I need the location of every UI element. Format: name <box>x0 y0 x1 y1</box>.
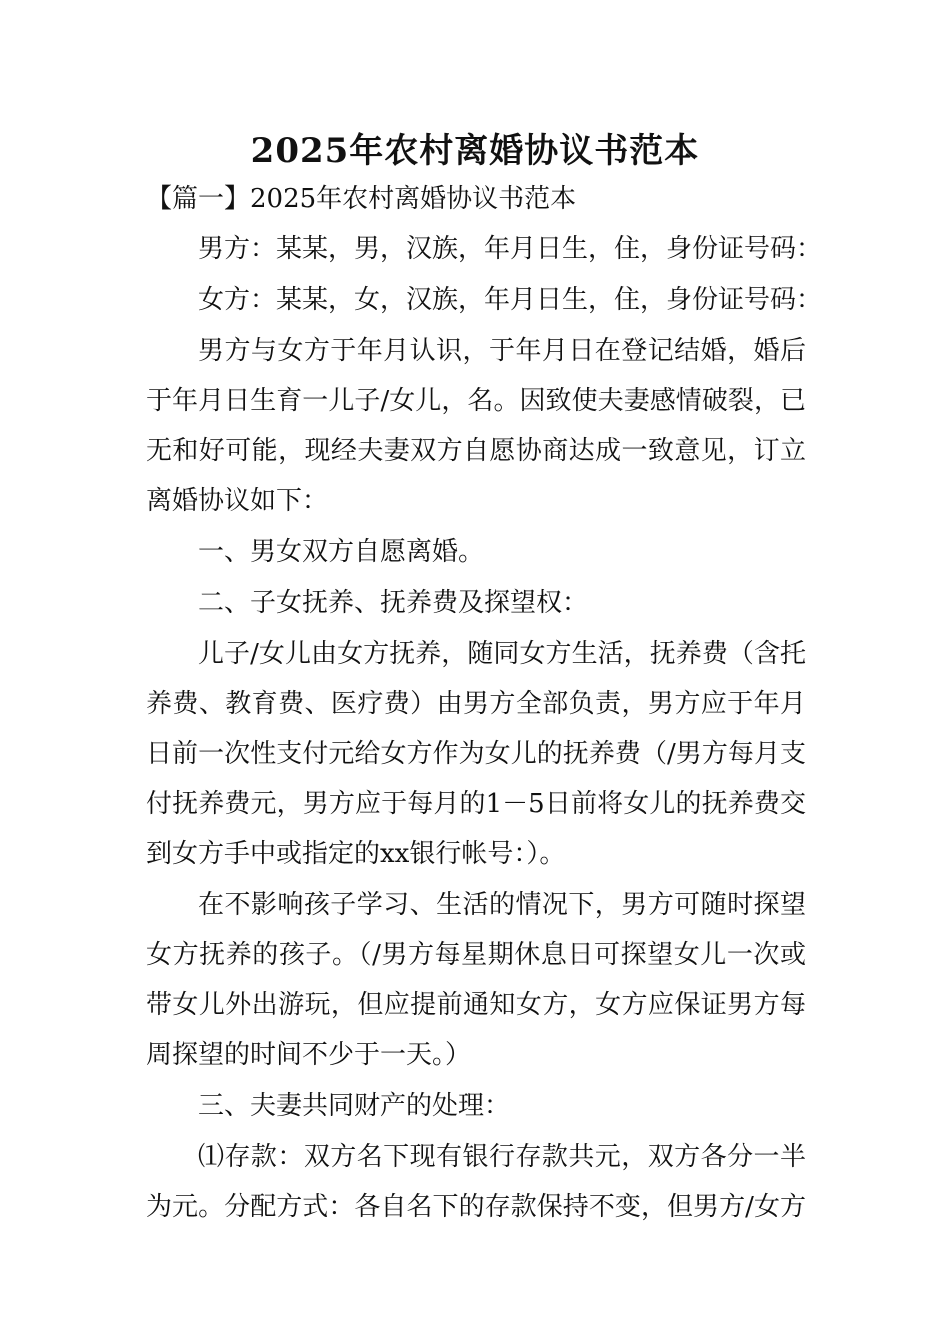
paragraph-line: 为元。分配方式：各自名下的存款保持不变，但男方/女方 <box>146 1192 806 1222</box>
paragraph-line: 男方与女方于年月认识，于年月日在登记结婚，婚后 <box>198 336 806 366</box>
paragraph-line: 离婚协议如下： <box>146 486 329 516</box>
paragraph-line: 在不影响孩子学习、生活的情况下，男方可随时探望 <box>198 890 806 920</box>
paragraph-line: 付抚养费元，男方应于每月的1－5日前将女儿的抚养费交 <box>146 789 806 819</box>
document-title: 2025年农村离婚协议书范本 <box>250 131 700 171</box>
paragraph-line: 养费、教育费、医疗费）由男方全部负责，男方应于年月 <box>146 689 806 719</box>
paragraph-line: 日前一次性支付元给女方作为女儿的抚养费（/男方每月支 <box>146 739 806 769</box>
paragraph-line: 儿子/女儿由女方抚养，随同女方生活，抚养费（含托 <box>198 639 806 669</box>
section-heading: 【篇一】2025年农村离婚协议书范本 <box>146 184 577 214</box>
paragraph-line: 带女儿外出游玩，但应提前通知女方，女方应保证男方每 <box>146 990 806 1020</box>
clause-three-heading: 三、夫妻共同财产的处理： <box>198 1091 511 1121</box>
paragraph-line: 于年月日生育一儿子/女儿，名。因致使夫妻感情破裂，已 <box>146 386 806 416</box>
clause-two-heading: 二、子女抚养、抚养费及探望权： <box>198 588 589 618</box>
paragraph-line: ⑴存款：双方名下现有银行存款共元，双方各分一半 <box>198 1142 806 1172</box>
paragraph-line: 女方抚养的孩子。（/男方每星期休息日可探望女儿一次或 <box>146 940 806 970</box>
paragraph-line-male-party: 男方：某某，男，汉族，年月日生，住，身份证号码： <box>198 234 823 264</box>
paragraph-line: 周探望的时间不少于一天。） <box>146 1040 472 1070</box>
paragraph-line-female-party: 女方：某某，女，汉族，年月日生，住，身份证号码： <box>198 285 823 315</box>
paragraph-line: 到女方手中或指定的xx银行帐号：）。 <box>146 839 566 869</box>
clause-one-line: 一、男女双方自愿离婚。 <box>198 537 485 567</box>
paragraph-line: 无和好可能，现经夫妻双方自愿协商达成一致意见，订立 <box>146 436 806 466</box>
